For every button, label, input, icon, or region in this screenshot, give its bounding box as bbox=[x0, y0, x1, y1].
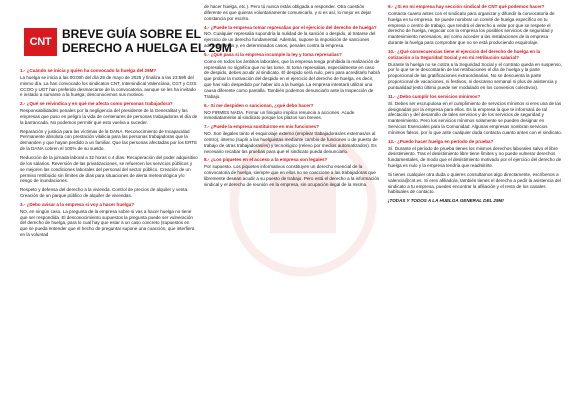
question-heading: 4.- ¿Puede la empresa tomar represalias por el ejercicio del derecho de huelga? bbox=[204, 24, 377, 30]
question-heading: 2.- ¿Qué se reivindica y en qué me afecta como personas trabajadora? bbox=[20, 101, 173, 107]
question-heading: 11.- ¿Debo cumplir los servicios mínimos? bbox=[388, 93, 481, 99]
question-heading: 1.- ¿Cuándo se inicia y quién ha convocado la huelga del 29M? bbox=[20, 68, 157, 73]
answer-paragraph: Sí. Durante el período de prueba tienes los mismos derechos laborales salvo el libre desistimiento. Tras el desistimiento libre tiene límites y no puede vulnerar derechos fundamentales, de modo que el desistimiento motivado por el ejercicio del derecho de huelga es nulo y la empresa tendría que readmitirte. bbox=[388, 145, 562, 169]
answer-paragraph: NO, en ningún caso. La pregunta de la empresa sobre si vas a hacer huelga no tiene que ser respondida. El desconocimiento supuestos la pregunta puede ser vulneración del derecho de huelga, para lo cual hay que estar a un caso concreto (supuestos en que se pueda entender que el hecho de preguntar supone una coacción, que interfiera en la voluntad bbox=[20, 208, 195, 238]
title-line-1: BREVE GUÍA SOBRE EL bbox=[62, 27, 201, 41]
column-2 bbox=[204, 4, 380, 191]
answer-paragraph: Contacta cuanto antes con el sindicato para organizar y difundir la convocatoria de huelga en tu empresa. Se puede nombrar un comité de huelga específico en tu empresa o centro de trabajo, que tendrá el derecho a velar por que se respete el derecho de huelga, negociar con la empresa los posibles servicios de seguridad y mantenimiento necesarios, así como acceder a las instalaciones de la empresa durante la huelga para comprobar que no se está produciendo esquirolaje. bbox=[388, 10, 555, 46]
answer-paragraph: Por supuesto. Los piquetes informativos constituyen un derecho esencial de la convocatoria de huelga, siempre que en ellos no se coaccione a las trabajadoras que libremente desean acudir a su puesto de trabajo. Pero está el derecho a la información sindical y el derecho de reunión en la empresa, sin ocupación ilegal de la misma. bbox=[204, 164, 380, 187]
question-heading: 3.- ¿Debo avisar a la empresa si voy a hacer huelga? bbox=[20, 201, 134, 207]
answer-paragraph: Reducción de la jornada laboral a 32 horas o 4 días. Recuperación del poder adquisitivo de los salarios. Reversión de las privatizaciones, se refuercen los servicios públicos y se mejoren las condiciones laborales del personal del sector público. Creación de un permiso retribuido sin límites de días para situaciones de alerta meteorológica y/o riesgo de inundaciones. bbox=[20, 154, 198, 184]
question-heading: 5.- ¿Qué pasa si la empresa incumple la ley y toma represalias? bbox=[204, 51, 342, 57]
question-heading: 10.- ¿Qué consecuencias tiene el ejercicio del derecho de huelga en la cotización a la Seguridad Social y en mi retribución salarial? bbox=[388, 48, 541, 60]
answer-paragraph: Si tienes cualquier otra duda o quieres consultarnos algo directamente, escríbenos a valencia@cnt.es. Si eres afiliado/a, también tienes el derecho a pedir la asistencia del sindicato a tu empresa, puedes encontrar la afiliación y el resto de los canales habituales de contacto. bbox=[388, 171, 561, 195]
column-1 bbox=[20, 68, 198, 241]
answer-paragraph: Responsabilidades penales por la negligencia del presidente de la Generalitat y las empresas que puso en peligro la vida de centenares de personas trabajadoras el día de la barrancada. No podemos permitir que esto vuelva a suceder. bbox=[20, 108, 198, 125]
cnt-logo bbox=[24, 28, 57, 56]
question-heading: 9.- ¿Si en mi empresa hay sección sindical de CNT qué podemos hacer? bbox=[388, 4, 545, 9]
question-heading: 6.- Si me despiden o sancionan, ¿qué debo hacer? bbox=[204, 102, 314, 108]
answer-paragraph: Sí. Debes ser escrupulosa en el cumplimiento de servicios mínimos si eres una de las designadas por la empresa para ellos. Es la empresa la que te informará de tal afectación y del desarrollo de tales servicios y de los servicios de seguridad y mantenimiento. Pero los servicios mínimos solamente se pueden designar en Servicios Esenciales para la Comunidad. Algunas empresas nombran servicios mínimos falsos, por lo que ante cualquier duda contacta cuanto antes con el sindicato. bbox=[388, 100, 562, 135]
title-line-2: DERECHO A HUELGA EL 29M bbox=[62, 41, 232, 55]
answer-paragraph: Durante la huelga no se cotiza a la Seguridad Social y el contrato queda en suspenso, por lo que se te descontarán de las retribuciones el día de huelga y la parte proporcional de las gratificaciones extraordinarias. No se descuenta la parte proporcional de vacaciones, ni festivos, ni descanso semanal ni plus de asistencia y puntualidad (esto último puede ser modulado en los convenios colectivos). bbox=[388, 61, 562, 90]
question-heading: 12.- ¿Puedo hacer huelga en período de prueba? bbox=[388, 138, 494, 144]
answer-paragraph: de hacer huelga, etc.). Pero tú nunca estás obligada a responder. Otra cuestión diferente es que quieras voluntariamente comunicarlo, y si es así, lo mejor es dejar constancia por escrito. bbox=[204, 4, 372, 21]
answer-paragraph: NO. Son ilegales tanto el esquirolaje externo (emplear trabajadoras/es externas/os al centro), interno (suplir a las huelguistas mediante cambio de funciones o de puesto de trabajo de otras trabajadoras/es) y tecnológico (relevo por medios automatizados). Es necesario recabar las pruebas para que el sindicato pueda denunciarlo. bbox=[204, 131, 378, 154]
logo-text: CNT bbox=[29, 36, 52, 48]
answer-paragraph: Respeto y defensa del derecho a la vivienda. Control de precios de alquiler y venta. Creación de un parque público de alquiler de viviendas. bbox=[20, 187, 189, 199]
answer-paragraph: La huelga se inicia a las 00:00h del día 29 de mayo de 2025 y finaliza a las 23:59h del mismo día. La han convocado los sindicatos CNT, Intersindical Valenciana, CGT y COS. CCOO y UGT han preferido desmarcarse de la convocatoria, aunque se les ha invitado e instado a sumarse a la huelga; desconocemos sus motivos. bbox=[20, 74, 198, 98]
question-heading: 7.- ¿Puede la empresa sustituirme en mis funciones? bbox=[204, 124, 319, 130]
answer-paragraph: NO FIRMES NADA. Firmar un finiquito implica renuncia a acciones. Acude inmediatamente al sindicato porque los plazos son breves. bbox=[204, 109, 355, 121]
answer-paragraph: Como en todos los ámbitos laborales, que la empresa tenga prohibida la realización de represalias no significa que no las tome. Si toma represalias, especialmente en caso de despido, debes acudir al sindicato. El despido será nulo, pero para acreditarlo habrá que probar la motivación del despido en el ejercicio del derecho de huelga, es decir, que has sido despedido por haber ido a la huelga. La empresa intentará utilizar una causa diferente como pantalla. También podemos denunciarlo ante la Inspección de Trabajo. bbox=[204, 58, 380, 99]
answer-paragraph: NO. Cualquier represalia supondría la nulidad de la sanción o despido, al tratarse del ejercicio de un derecho fundamental. Además, supone la imposición de sanciones administrativas y, en determinados casos, penales contra la empresa. bbox=[204, 31, 376, 49]
answer-paragraph: Reparación y justicia para las víctimas de la DANA. Reconocimiento de Incapacidad Permanente absoluta con prestación vitalicia para las personas trabajadoras que la demanden y que hayan perdido a un familiar. Que las personas afectadas por los ERTE de la DANA cobren el 100% de su sueldo. bbox=[20, 128, 198, 152]
closing-slogan: ¡TODAS Y TODOS A LA HUELGA GENERAL DEL 29M! bbox=[388, 198, 504, 204]
column-3 bbox=[388, 4, 562, 207]
question-heading: 8.- ¿Los piquetes en el acceso a la empresa son legales? bbox=[204, 157, 328, 163]
